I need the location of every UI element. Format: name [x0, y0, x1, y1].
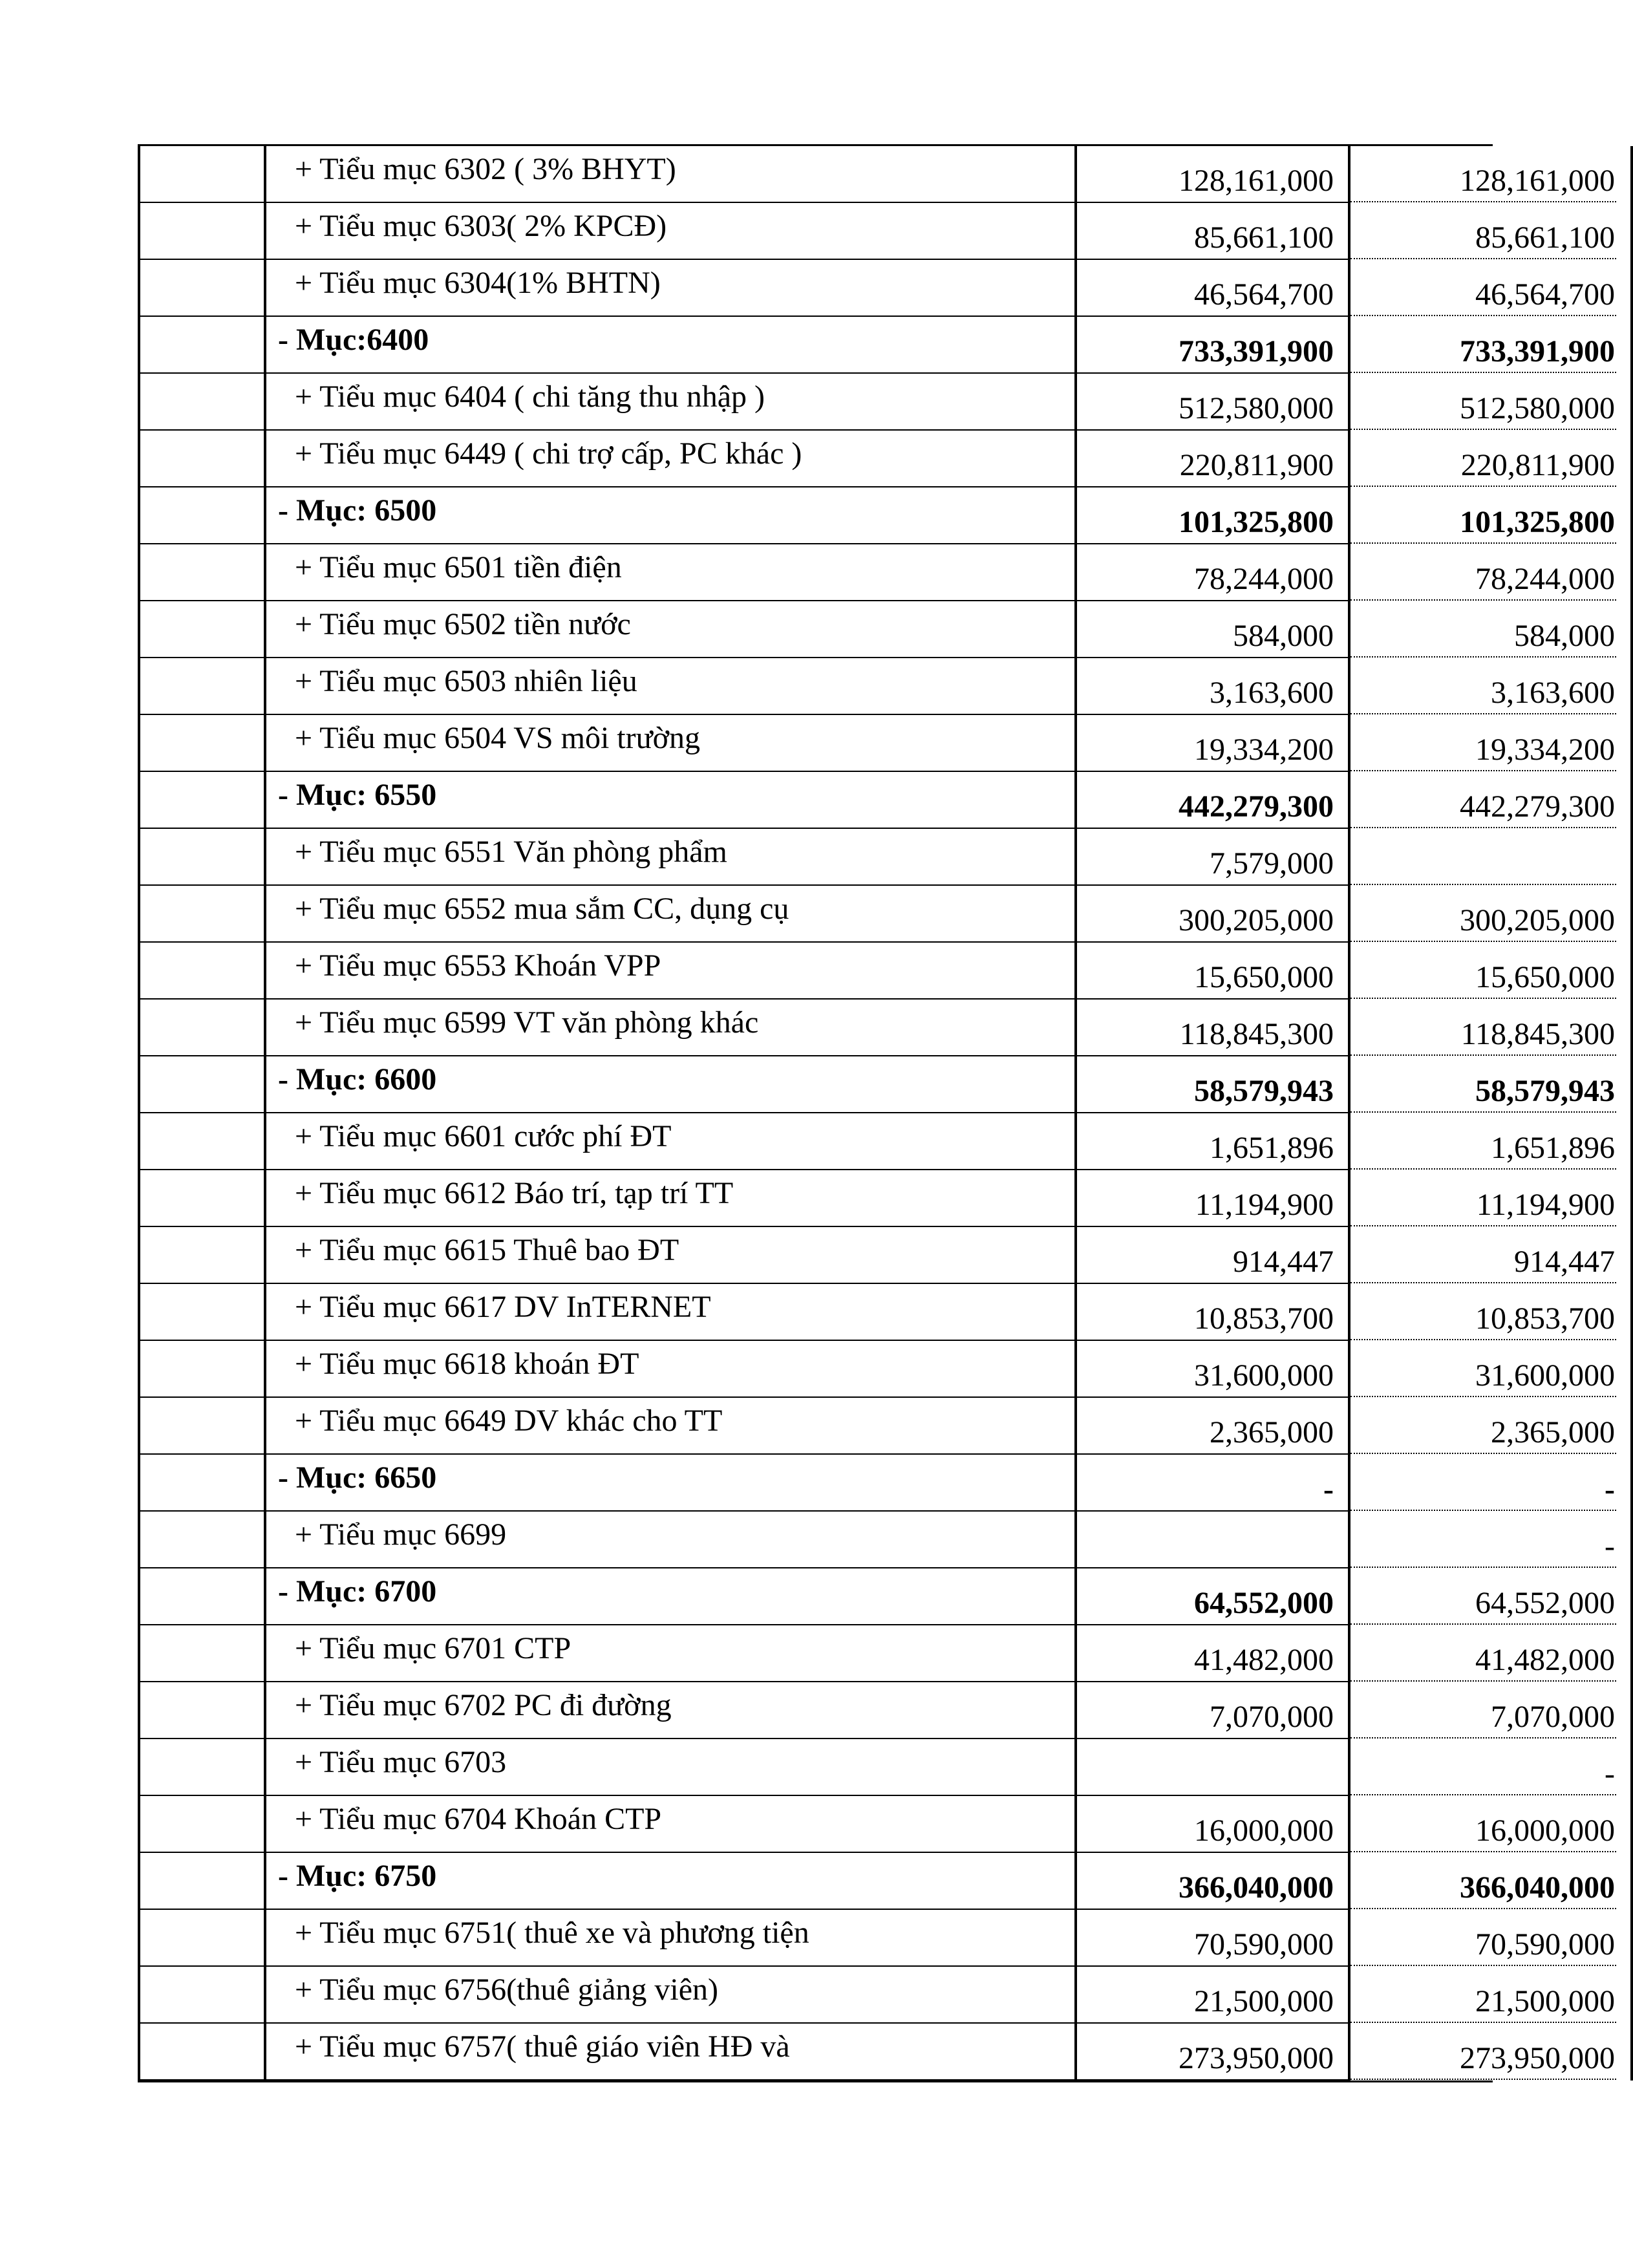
table-row: [138, 1682, 1615, 1739]
value-col-2: 914,447: [1350, 1227, 1633, 1284]
row-number-cell: [138, 1739, 264, 1796]
item-label: + Tiểu mục 6502 tiền nước: [264, 601, 1074, 658]
value-col-2: 16,000,000: [1350, 1796, 1633, 1853]
value-col-2: 366,040,000: [1350, 1853, 1633, 1910]
row-number-cell: [138, 374, 264, 431]
value-col-1: 19,334,200: [1074, 715, 1350, 772]
row-number-cell: [138, 1910, 264, 1967]
row-number-cell: [138, 544, 264, 601]
table-row: [138, 1910, 1615, 1967]
value-col-1: 300,205,000: [1074, 886, 1350, 943]
group-label: - Mục: 6700: [264, 1568, 1074, 1625]
row-number-cell: [138, 1512, 264, 1568]
value-col-2: -: [1350, 1512, 1633, 1568]
table-row: [138, 1398, 1615, 1455]
value-col-2: 31,600,000: [1350, 1341, 1633, 1398]
value-col-1: [1074, 1739, 1350, 1796]
row-number-cell: [138, 1967, 264, 2024]
row-number-cell: [138, 146, 264, 203]
row-number-cell: [138, 1568, 264, 1625]
row-number-cell: [138, 2024, 264, 2081]
group-label: - Mục: 6600: [264, 1056, 1074, 1113]
item-label: + Tiểu mục 6701 CTP: [264, 1625, 1074, 1682]
row-number-cell: [138, 601, 264, 658]
row-number-cell: [138, 1455, 264, 1512]
value-col-1: 31,600,000: [1074, 1341, 1350, 1398]
value-col-1: 64,552,000: [1074, 1568, 1350, 1625]
table-row: [138, 1227, 1615, 1284]
group-label: - Mục: 6550: [264, 772, 1074, 829]
row-number-cell: [138, 1000, 264, 1056]
value-col-2: -: [1350, 1739, 1633, 1796]
table-row: [138, 1625, 1615, 1682]
value-col-2: 3,163,600: [1350, 658, 1633, 715]
table-row: [138, 943, 1615, 1000]
row-number-cell: [138, 1170, 264, 1227]
row-number-cell: [138, 943, 264, 1000]
value-col-2: 273,950,000: [1350, 2024, 1633, 2081]
table-row: [138, 715, 1615, 772]
table-row: [138, 658, 1615, 715]
row-number-cell: [138, 431, 264, 487]
table-row: [138, 203, 1615, 260]
value-col-1: -: [1074, 1455, 1350, 1512]
table-row: [138, 1284, 1615, 1341]
item-label: + Tiểu mục 6751( thuê xe và phương tiện: [264, 1910, 1074, 1967]
value-col-2: 19,334,200: [1350, 715, 1633, 772]
row-number-cell: [138, 1113, 264, 1170]
row-number-cell: [138, 203, 264, 260]
row-number-cell: [138, 715, 264, 772]
row-number-cell: [138, 1796, 264, 1853]
value-col-2: 78,244,000: [1350, 544, 1633, 601]
value-col-1: 70,590,000: [1074, 1910, 1350, 1967]
group-label: - Mục: 6500: [264, 487, 1074, 544]
value-col-1: 7,579,000: [1074, 829, 1350, 886]
value-col-1: 366,040,000: [1074, 1853, 1350, 1910]
table-row: [138, 601, 1615, 658]
value-col-2: 733,391,900: [1350, 317, 1633, 374]
table-row: [138, 1113, 1615, 1170]
item-label: + Tiểu mục 6552 mua sắm CC, dụng cụ: [264, 886, 1074, 943]
value-col-2: 118,845,300: [1350, 1000, 1633, 1056]
item-label: + Tiểu mục 6503 nhiên liệu: [264, 658, 1074, 715]
value-col-2: 85,661,100: [1350, 203, 1633, 260]
item-label: + Tiểu mục 6504 VS môi trường: [264, 715, 1074, 772]
row-number-cell: [138, 1398, 264, 1455]
table-row: [138, 431, 1615, 487]
row-number-cell: [138, 1056, 264, 1113]
item-label: + Tiểu mục 6553 Khoán VPP: [264, 943, 1074, 1000]
table-row: [138, 1796, 1615, 1853]
value-col-2: 21,500,000: [1350, 1967, 1633, 2024]
row-number-cell: [138, 1625, 264, 1682]
value-col-1: 10,853,700: [1074, 1284, 1350, 1341]
value-col-2: 7,070,000: [1350, 1682, 1633, 1739]
value-col-1: 1,651,896: [1074, 1113, 1350, 1170]
value-col-2: 11,194,900: [1350, 1170, 1633, 1227]
value-col-1: 3,163,600: [1074, 658, 1350, 715]
value-col-1: 584,000: [1074, 601, 1350, 658]
value-col-2: 64,552,000: [1350, 1568, 1633, 1625]
row-number-cell: [138, 886, 264, 943]
item-label: + Tiểu mục 6449 ( chi trợ cấp, PC khác ): [264, 431, 1074, 487]
row-number-cell: [138, 260, 264, 317]
item-label: + Tiểu mục 6551 Văn phòng phẩm: [264, 829, 1074, 886]
value-col-2: 584,000: [1350, 601, 1633, 658]
value-col-1: 15,650,000: [1074, 943, 1350, 1000]
value-col-2: 220,811,900: [1350, 431, 1633, 487]
value-col-1: 85,661,100: [1074, 203, 1350, 260]
item-label: + Tiểu mục 6702 PC đi đường: [264, 1682, 1074, 1739]
value-col-1: 512,580,000: [1074, 374, 1350, 431]
group-label: - Mục: 6750: [264, 1853, 1074, 1910]
table-row: [138, 1512, 1615, 1568]
value-col-2: 300,205,000: [1350, 886, 1633, 943]
value-col-1: 16,000,000: [1074, 1796, 1350, 1853]
value-col-1: 7,070,000: [1074, 1682, 1350, 1739]
row-number-cell: [138, 658, 264, 715]
value-col-2: 512,580,000: [1350, 374, 1633, 431]
item-label: + Tiểu mục 6649 DV khác cho TT: [264, 1398, 1074, 1455]
value-col-2: [1350, 829, 1633, 886]
value-col-2: 101,325,800: [1350, 487, 1633, 544]
row-number-cell: [138, 1341, 264, 1398]
group-row: [138, 1455, 1615, 1512]
value-col-1: 273,950,000: [1074, 2024, 1350, 2081]
group-label: - Mục: 6650: [264, 1455, 1074, 1512]
item-label: + Tiểu mục 6703: [264, 1739, 1074, 1796]
item-label: + Tiểu mục 6303( 2% KPCĐ): [264, 203, 1074, 260]
group-row: [138, 1568, 1615, 1625]
row-number-cell: [138, 1284, 264, 1341]
value-col-1: 58,579,943: [1074, 1056, 1350, 1113]
value-col-1: 733,391,900: [1074, 317, 1350, 374]
item-label: + Tiểu mục 6302 ( 3% BHYT): [264, 146, 1074, 203]
row-number-cell: [138, 1682, 264, 1739]
table-row: [138, 146, 1615, 203]
group-row: [138, 1853, 1615, 1910]
value-col-2: 46,564,700: [1350, 260, 1633, 317]
table-row: [138, 1341, 1615, 1398]
table-row: [138, 1967, 1615, 2024]
group-label: - Mục:6400: [264, 317, 1074, 374]
row-number-cell: [138, 1853, 264, 1910]
item-label: + Tiểu mục 6601 cước phí ĐT: [264, 1113, 1074, 1170]
table-row: [138, 544, 1615, 601]
table-row: [138, 2024, 1615, 2082]
value-col-2: 58,579,943: [1350, 1056, 1633, 1113]
item-label: + Tiểu mục 6757( thuê giáo viên HĐ và: [264, 2024, 1074, 2081]
item-label: + Tiểu mục 6404 ( chi tăng thu nhập ): [264, 374, 1074, 431]
table-row: [138, 1000, 1615, 1056]
value-col-2: 10,853,700: [1350, 1284, 1633, 1341]
value-col-2: 1,651,896: [1350, 1113, 1633, 1170]
item-label: + Tiểu mục 6615 Thuê bao ĐT: [264, 1227, 1074, 1284]
value-col-2: 442,279,300: [1350, 772, 1633, 829]
item-label: + Tiểu mục 6501 tiền điện: [264, 544, 1074, 601]
table-row: [138, 260, 1615, 317]
value-col-2: 41,482,000: [1350, 1625, 1633, 1682]
value-col-1: [1074, 1512, 1350, 1568]
value-col-1: 220,811,900: [1074, 431, 1350, 487]
group-row: [138, 487, 1615, 544]
row-number-cell: [138, 317, 264, 374]
value-col-1: 118,845,300: [1074, 1000, 1350, 1056]
value-col-2: 15,650,000: [1350, 943, 1633, 1000]
value-col-2: 70,590,000: [1350, 1910, 1633, 1967]
item-label: + Tiểu mục 6618 khoán ĐT: [264, 1341, 1074, 1398]
item-label: + Tiểu mục 6699: [264, 1512, 1074, 1568]
value-col-2: -: [1350, 1455, 1633, 1512]
value-col-2: 128,161,000: [1350, 146, 1633, 203]
table-row: [138, 829, 1493, 886]
group-row: [138, 317, 1615, 374]
value-col-1: 78,244,000: [1074, 544, 1350, 601]
item-label: + Tiểu mục 6756(thuê giảng viên): [264, 1967, 1074, 2024]
budget-table: [138, 144, 1615, 2082]
row-number-cell: [138, 1227, 264, 1284]
value-col-1: 21,500,000: [1074, 1967, 1350, 2024]
group-row: [138, 1056, 1615, 1113]
item-label: + Tiểu mục 6704 Khoán CTP: [264, 1796, 1074, 1853]
table-row: [138, 1170, 1615, 1227]
value-col-1: 128,161,000: [1074, 146, 1350, 203]
value-col-1: 41,482,000: [1074, 1625, 1350, 1682]
value-col-1: 46,564,700: [1074, 260, 1350, 317]
table-row: [138, 1739, 1615, 1796]
row-number-cell: [138, 829, 264, 886]
value-col-2: 2,365,000: [1350, 1398, 1633, 1455]
item-label: + Tiểu mục 6304(1% BHTN): [264, 260, 1074, 317]
value-col-1: 914,447: [1074, 1227, 1350, 1284]
item-label: + Tiểu mục 6612 Báo trí, tạp trí TT: [264, 1170, 1074, 1227]
value-col-1: 442,279,300: [1074, 772, 1350, 829]
item-label: + Tiểu mục 6599 VT văn phòng khác: [264, 1000, 1074, 1056]
value-col-1: 101,325,800: [1074, 487, 1350, 544]
row-number-cell: [138, 772, 264, 829]
value-col-1: 11,194,900: [1074, 1170, 1350, 1227]
table-row: [138, 886, 1615, 943]
item-label: + Tiểu mục 6617 DV InTERNET: [264, 1284, 1074, 1341]
row-number-cell: [138, 487, 264, 544]
value-col-1: 2,365,000: [1074, 1398, 1350, 1455]
table-row: [138, 374, 1615, 431]
group-row: [138, 772, 1615, 829]
